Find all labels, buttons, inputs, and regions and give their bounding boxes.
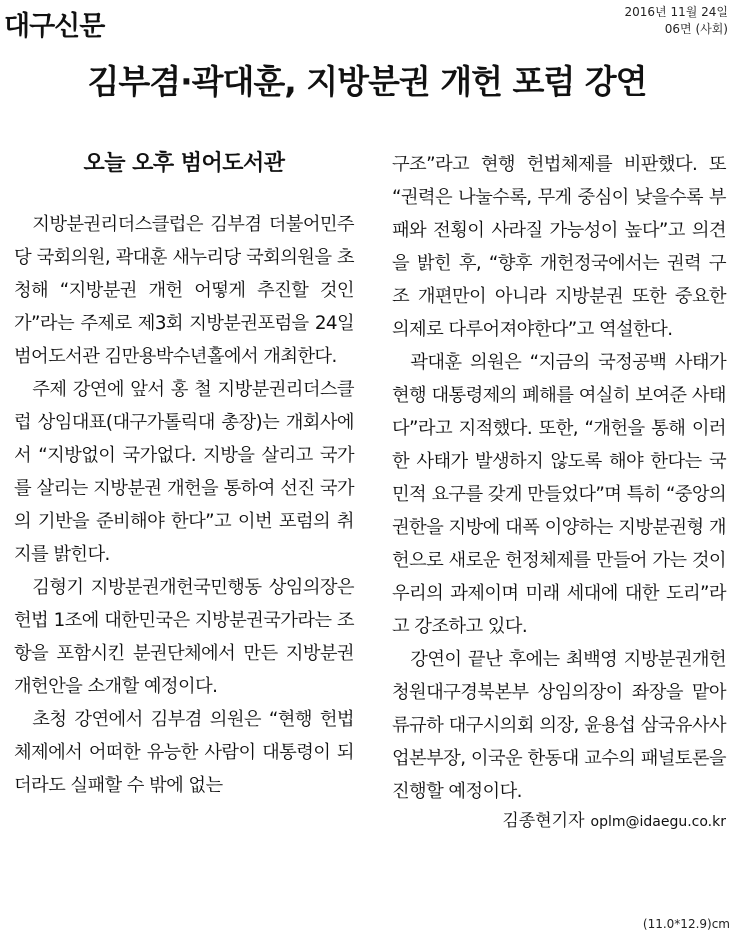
publication-date: 2016년 11월 24일: [624, 5, 728, 19]
reporter-name: 김종현기자: [502, 811, 585, 831]
article-paragraph: 구조”라고 현행 헌법체제를 비판했다. 또 “권력은 나눌수록, 무게 중심이 낮을수록 부패와 전횡이 사라질 가능성이 높다”고 의견을 밝힌 후, “향후 개헌정국에서는 권력 구조 개편만이 아니라 지방분권 또한 중요한 의제로 다루어져야한다”고 역설한다.: [392, 154, 726, 340]
article-headline: 김부겸·곽대훈, 지방분권 개헌 포럼 강연: [87, 62, 647, 101]
article-paragraph: 지방분권리더스클럽은 김부겸 더불어민주당 국회의원, 곽대훈 새누리당 국회의원을 초청해 “지방분권 개헌 어떻게 추진할 것인가”라는 주제로 제3회 지방분권포럼을 24일 범어도서관 김만용박수년홀에서 개최한다.: [14, 214, 354, 367]
article-byline: [392, 806, 726, 837]
article-subhead: 오늘 오후 범어도서관: [83, 151, 285, 176]
article-paragraph: 곽대훈 의원은 “지금의 국정공백 사태가 현행 대통령제의 폐해를 여실히 보여준 사태다”라고 지적했다. 또한, “개헌을 통해 이러한 사태가 발생하지 않도록 해야 한다는 국민적 요구를 갖게 만들었다”며 특히 “중앙의 권한을 지방에 대폭 이양하는 지방분권형 개헌으로 새로운 헌정체제를 만들어 가는 것이 우리의 과제이며 미래 세대에 대한 도리”라고 강조하고 있다.: [392, 352, 726, 637]
article-size-note: (11.0*12.9)cm: [642, 917, 730, 931]
publication-meta: [625, 4, 728, 38]
article-paragraph: 김형기 지방분권개헌국민행동 상임의장은 헌법 1조에 대한민국은 지방분권국가라는 조항을 포함시킨 분권단체에서 만든 지방분권개헌안을 소개할 예정이다.: [14, 577, 354, 697]
reporter-email: oplm@idaegu.co.kr: [590, 814, 726, 830]
article-paragraph: 초청 강연에서 김부겸 의원은 “현행 헌법체제에서 어떠한 유능한 사람이 대통령이 되더라도 실패할 수 밖에 없는: [14, 709, 354, 796]
article-column-left: [14, 148, 354, 802]
article-column-right: [392, 148, 726, 837]
page-section: 06면 (사회): [664, 22, 728, 36]
article-paragraph: 강연이 끝난 후에는 최백영 지방분권개헌청원대구경북본부 상임의장이 좌장을 맡아 류규하 대구시의회 의장, 윤용섭 삼국유사사업본부장, 이국운 한동대 교수의 패널토론을 진행할 예정이다.: [392, 649, 726, 802]
newspaper-masthead: 대구신문: [4, 11, 105, 42]
article-paragraph: 주제 강연에 앞서 홍 철 지방분권리더스클럽 상임대표(대구가톨릭대 총장)는 개회사에서 “지방없이 국가없다. 지방을 살리고 국가를 살리는 지방분권 개헌을 통하여 선진 국가의 기반을 준비해야 한다”고 이번 포럼의 취지를 밝힌다.: [14, 379, 354, 565]
